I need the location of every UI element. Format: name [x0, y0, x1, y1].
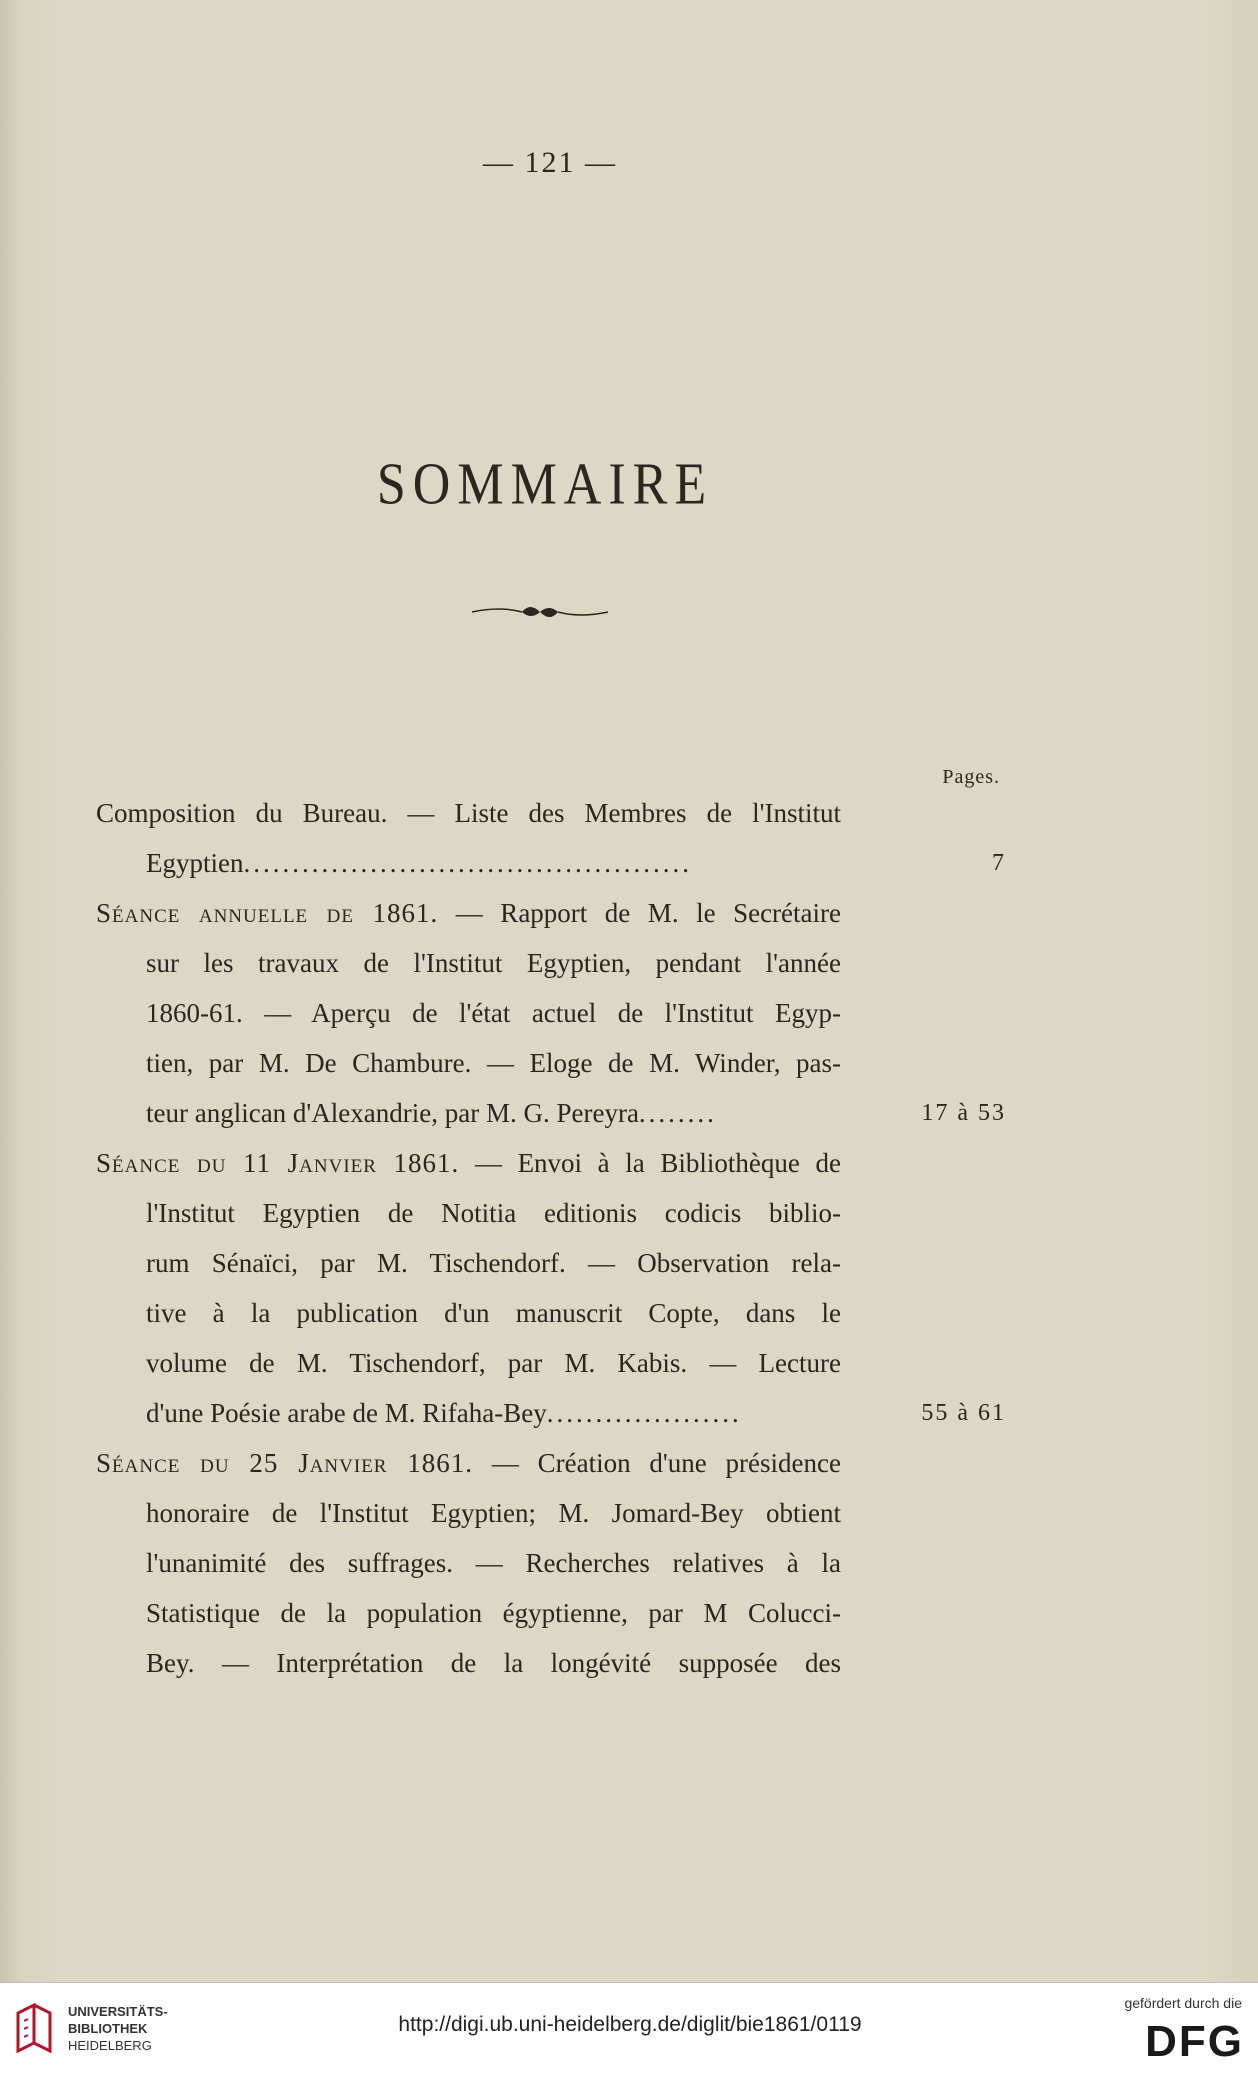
- toc-page-ref: 55 à 61: [921, 1400, 1006, 1426]
- source-url-link[interactable]: http://digi.ub.uni-heidelberg.de/diglit/bie1861/0119: [398, 2013, 862, 2036]
- toc-heading: Séance annuelle de 1861.: [96, 898, 439, 928]
- toc-line: sur les travaux de l'Institut Egyptien, pendant l'année: [146, 948, 841, 978]
- toc-entry: [96, 1138, 1006, 1438]
- dfg-logo: DFG: [1145, 2017, 1244, 2066]
- pages-column-label: Pages.: [942, 766, 1000, 788]
- toc-entry: [96, 1438, 1006, 1688]
- toc-line: 1860-61. — Aperçu de l'état actuel de l'Institut Egyp-: [146, 998, 841, 1028]
- library-logo-icon: [14, 2001, 56, 2057]
- toc-line: d'une Poésie arabe de M. Rifaha-Bey....................: [146, 1398, 742, 1428]
- toc-heading: Séance du 25 Janvier 1861.: [96, 1448, 474, 1478]
- toc-line: Séance du 11 Janvier 1861. — Envoi à la Bibliothèque de: [96, 1148, 841, 1178]
- table-of-contents: [96, 788, 1006, 1688]
- page-title: SOMMAIRE: [376, 451, 714, 518]
- toc-line: Egyptien..............................................: [146, 848, 692, 878]
- toc-entry: [96, 888, 1006, 1138]
- toc-line: volume de M. Tischendorf, par M. Kabis. — Lecture: [146, 1348, 841, 1378]
- page-number: — 121 —: [483, 146, 617, 179]
- toc-line: teur anglican d'Alexandrie, par M. G. Pereyra........: [146, 1098, 717, 1128]
- toc-line: l'unanimité des suffrages. — Recherches relatives à la: [146, 1548, 841, 1578]
- footer-bar: [0, 1982, 1258, 2074]
- toc-line: l'Institut Egyptien de Notitia editionis codicis biblio-: [146, 1198, 841, 1228]
- toc-page-ref: 17 à 53: [921, 1100, 1006, 1126]
- ornament-divider: [470, 600, 610, 624]
- toc-line: tive à la publication d'un manuscrit Copte, dans le: [146, 1298, 841, 1328]
- library-name: UNIVERSITÄTS- BIBLIOTHEK HEIDELBERG: [68, 2004, 168, 2053]
- toc-line: rum Sénaïci, par M. Tischendorf. — Observation rela-: [146, 1248, 841, 1278]
- toc-line: tien, par M. De Chambure. — Eloge de M. Winder, pas-: [146, 1048, 841, 1078]
- toc-line: Composition du Bureau. — Liste des Membres de l'Institut: [96, 798, 841, 828]
- toc-line: Séance annuelle de 1861. — Rapport de M. le Secrétaire: [96, 898, 841, 928]
- toc-line: Séance du 25 Janvier 1861. — Création d'une présidence: [96, 1448, 841, 1478]
- toc-line: honoraire de l'Institut Egyptien; M. Jomard-Bey obtient: [146, 1498, 841, 1528]
- toc-line: Statistique de la population égyptienne, par M Colucci-: [146, 1598, 841, 1628]
- funded-by-label: gefördert durch die: [1124, 1995, 1242, 2011]
- toc-page-ref: 7: [992, 850, 1006, 876]
- toc-entry: [96, 788, 1006, 888]
- toc-line: Bey. — Interprétation de la longévité supposée des: [146, 1648, 841, 1678]
- toc-heading: Séance du 11 Janvier 1861.: [96, 1148, 460, 1178]
